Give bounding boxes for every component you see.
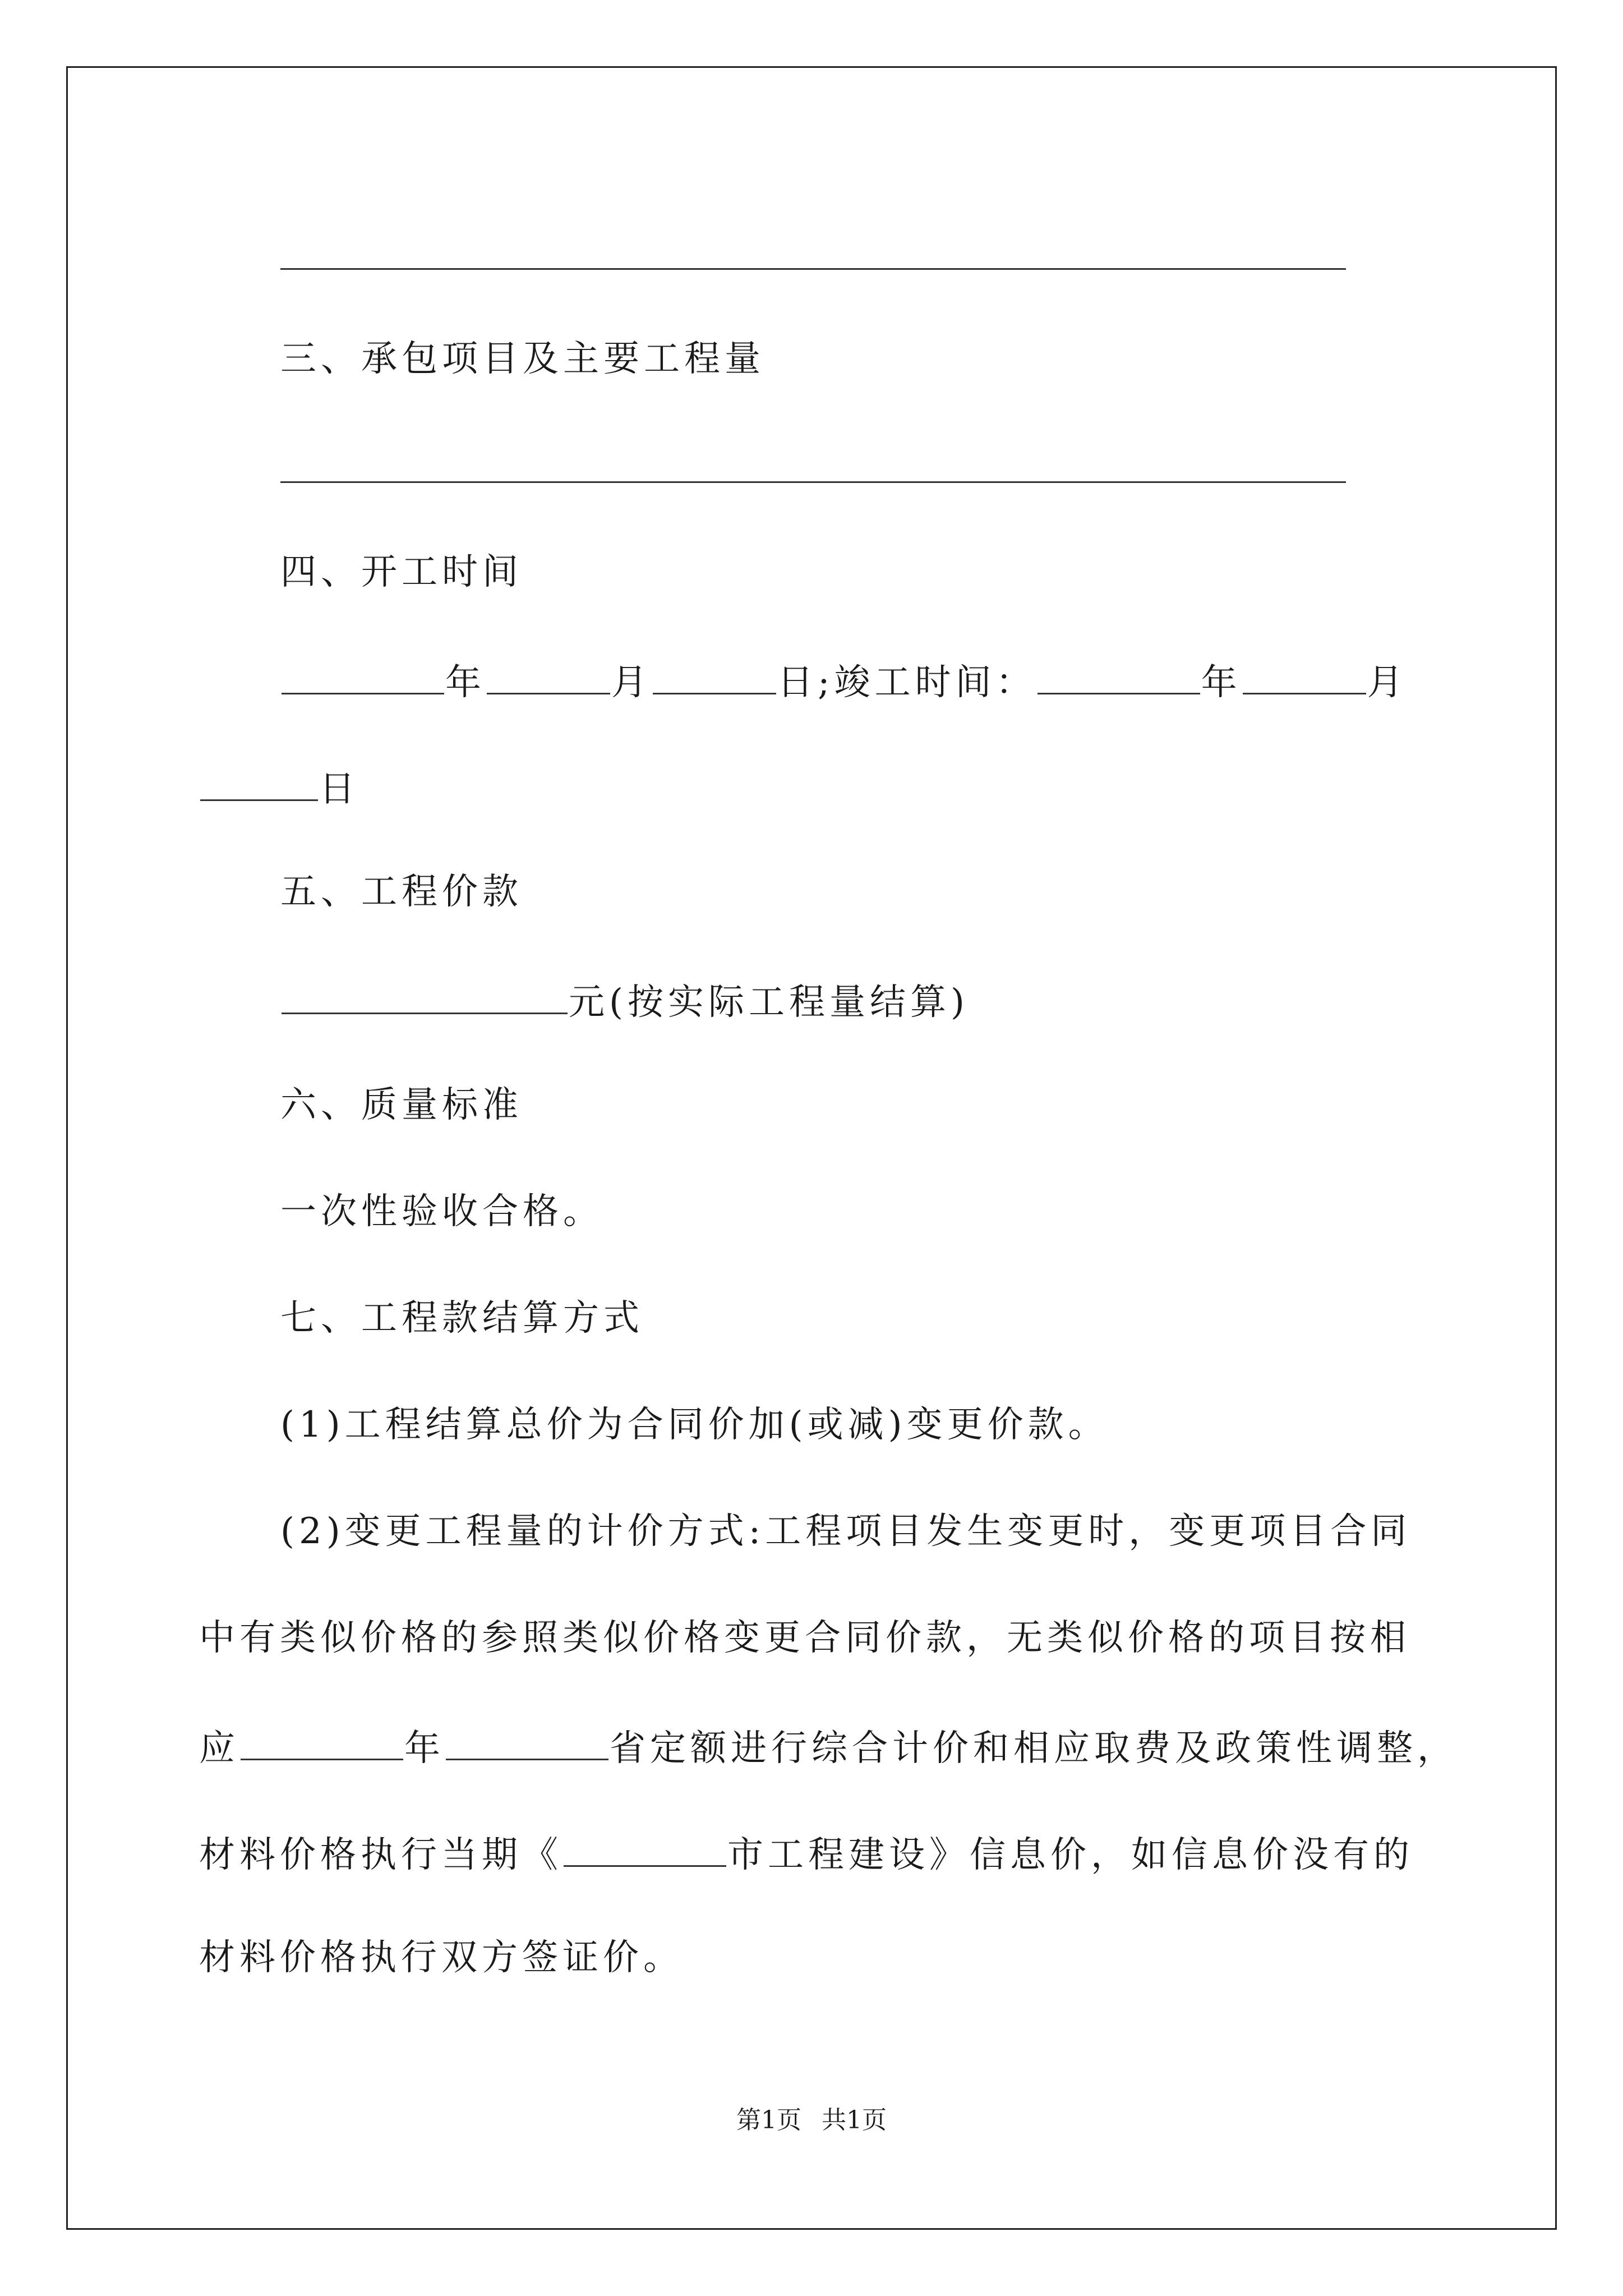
section-7-title: 七、工程款结算方式 [280,1297,644,1339]
settlement-item-2-line-4 [199,1826,1414,1880]
settlement-item-2-line-3 [199,1719,1458,1774]
end-month-label: 月 [1367,662,1408,703]
quota-year-blank [241,1719,403,1760]
settlement-item-1: (1)工程结算总价为合同价加(或减)变更价款。 [280,1404,1109,1446]
province-blank [446,1719,608,1760]
page-border [66,66,1557,2230]
start-day-blank [653,654,776,694]
line4-label-b: 市工程建设》信息价，如信息价没有的 [727,1834,1414,1876]
end-month-blank [1243,654,1366,694]
end-day-blank [200,760,318,801]
settlement-item-2-line-5: 材料价格执行双方签证价。 [199,1937,684,1978]
section-4-title: 四、开工时间 [280,551,523,593]
line3-label-a: 应 [199,1728,239,1769]
start-day-end-label: 日;竣工时间： [777,662,1036,703]
settlement-item-2-line-1: (2)变更工程量的计价方式:工程项目发生变更时，变更项目合同 [280,1511,1412,1552]
city-blank [564,1826,726,1867]
end-day-line [199,760,359,815]
line3-label-b: 年 [404,1728,445,1769]
start-month-label: 月 [611,662,652,703]
page-total: 共1页 [822,2106,887,2134]
section-5-title: 五、工程价款 [280,871,523,913]
start-month-blank [487,654,610,694]
section-3-title: 三、承包项目及主要工程量 [280,338,765,380]
fill-in-line-2 [280,481,1346,483]
line3-label-c: 省定额进行综合计价和相应取费及政策性调整， [610,1728,1458,1769]
price-blank [282,973,568,1014]
start-date-line [280,654,1408,708]
section-6-title: 六、质量标准 [280,1084,523,1126]
fill-in-line-1 [280,268,1346,270]
start-year-label: 年 [445,662,486,703]
end-day-label: 日 [319,769,359,810]
start-year-blank [282,654,444,694]
price-line [280,973,969,1028]
settlement-item-2-line-2: 中有类似价格的参照类似价格变更合同价款，无类似价格的项目按相 [199,1617,1410,1659]
line4-label-a: 材料价格执行当期《 [199,1834,562,1876]
page-footer [0,2104,1623,2137]
end-year-blank [1038,654,1200,694]
price-label: 元(按实际工程量结算) [569,982,969,1023]
end-year-label: 年 [1201,662,1242,703]
page-number: 第1页 [736,2106,801,2134]
quality-text: 一次性验收合格。 [280,1191,603,1232]
